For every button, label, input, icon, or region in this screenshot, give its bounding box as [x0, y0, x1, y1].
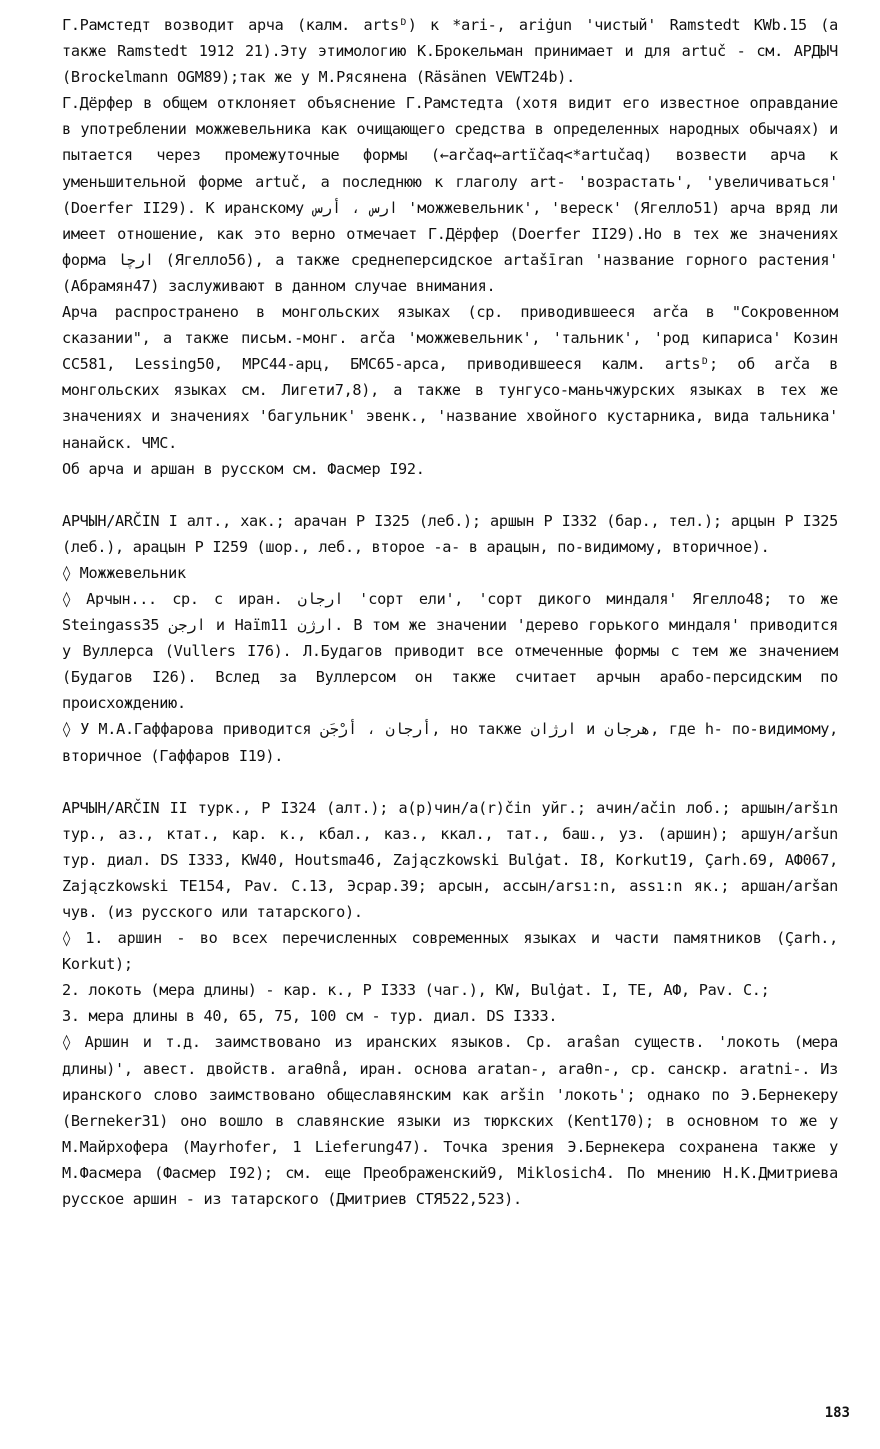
entry-separator — [62, 482, 838, 508]
entry-archyn-2-meaning-3: 3. мера длины в 40, 65, 75, 100 см - тур. диал. DS I333. — [62, 1007, 558, 1026]
entry-separator — [62, 769, 838, 795]
entry-archyn-2-meaning-2: 2. локоть (мера длины) - кар. к., Р I333 (чаг.), KW, Bulġat. I, ТЕ, АФ, Pav. C.; — [62, 981, 770, 1000]
entry-archyn-1-etymology: ◊ Арчын... ср. с иран. ارجان 'сорт ели', 'сорт дикого миндаля' Ягелло48; то же Steingass35 ارجن и Haïm11 ارژن. В том же значении 'дерево горького миндаля' приводится у Вуллерса (Vullers I76). Л.Будагов приводит все отмеченные формы с тем же значением (Будагов I26). Вслед за Вуллерсом он также считает арчын арабо-персидским по происхождению. — [62, 589, 838, 713]
entry-archyn-2-meaning-1: ◊ 1. аршин - во всех перечисленных современных языках и части памятников (Çarh., Korkut); — [62, 929, 838, 974]
entry-archyn-1-gaffarov: ◊ У М.А.Гаффарова приводится أرجان ، أرْجَن, но также ارژان и هرجان, где h- по-видимому, вторичное (Гаффаров I19). — [62, 720, 838, 765]
entry-archyn-2-headword: АРЧЫН/ARČIN II турк., Р I324 (алт.); а(р)чин/a(r)čin уйг.; ачин/ačin лоб.; аршын/aršın тур., аз., ктат., кар. к., кбал., каз., ккал., тат., баш., уз. (аршин); аршун/aršun тур. диал. DS I333, KW40, Houtsma46, Zajączkowski Bulġat. I8, Korkut19, Çarh.69, АФ067, Zajączkowski TE154, Pav. C.13, Эсрар.39; арсын, ассын/arsı:n, assı:n як.; аршан/aršan чув. (из русского или татарского). — [62, 798, 838, 921]
entry-archyn-1-meaning: ◊ Можжевельник — [62, 563, 186, 582]
entry-archyn-1-headword: АРЧЫН/ARČIN I алт., хак.; арачан Р I325 (леб.); аршын Р I332 (бар., тел.); арцын Р I325 (леб.), арацын Р I259 (шор., леб., второе -а- в арацын, по-видимому, вторичное). — [62, 511, 838, 556]
paragraph-russian-reference: Об арча и аршан в русском см. Фасмер I92. — [62, 459, 425, 478]
paragraph-mongolian: Арча распространено в монгольских языках (ср. приводившееся arča в "Сокровенном сказании", а также письм.-монг. arča 'можжевельник', 'тальник', 'род кипариса' Козин СС581, Lessing50, МРС44-арц, БМС65-арса, приводившееся калм. artsᴰ; об arča в монгольских языках см. Лигети7,8), а также в тунгусо-маньчжурских языках в тех же значениях и значениях 'багульник' эвенк., 'название хвойного кустарника, вида тальника' нанайск. ЧМС. — [62, 303, 838, 452]
paragraph-doerfer: Г.Дёрфер в общем отклоняет объяснение Г.Рамстедта (хотя видит его известное оправдание в употреблении можжевельника как очищающего средства в определенных народных обычаях) и пытается через промежуточные формы (←arčaq←artïčaq<*artučaq) возвести арча к уменьшительной форме artuč, а последнюю к глаголу art- 'возрастать', 'увеличиваться' (Doerfer II29). К иранскому ارس ، أرس 'можжевельник', 'вереск' (Ягелло51) арча вряд ли имеет отношение, как это верно отмечает Г.Дёрфер (Doerfer II29).Но в тех же значениях форма ارچا (Ягелло56), а также среднеперсидское artašīran 'название горного растения' (Абрамян47) заслуживают в данном случае внимания. — [62, 94, 839, 295]
entry-archyn-2-etymology: ◊ Аршин и т.д. заимствовано из иранских языков. Ср. araŝan существ. 'локоть (мера длины)', авест. двойств. araθnå, иран. основа aratan-, araθn-, ср. санскр. aratni-. Из иранского слово заимствовано общеславянским как aršin 'локоть'; однако по Э.Бернекеру (Berneker31) оно вошло в славянские языки из тюркских (Kent170); в основном то же у М.Майрхофера (Mayrhofer, 1 Lieferung47). Точка зрения Э.Бернекера сохранена также у М.Фасмера (Фасмер I92); см. еще Преображенский9, Miklosich4. По мнению Н.К.Дмитриева русское аршин - из татарского (Дмитриев СТЯ522,523). — [62, 1033, 838, 1209]
page-number: 183 — [824, 1405, 850, 1421]
paragraph-ramstedt: Г.Рамстедт возводит арча (калм. artsᴰ) к *ari-, ariġun 'чистый' Ramstedt KWb.15 (а также Ramstedt 1912 21).Эту этимологию К.Брокельман принимает и для artuč - см. АРДЫЧ (Brockelmann OGM89);так же у М.Рясянена (Räsänen VEWT24b). — [62, 16, 838, 87]
